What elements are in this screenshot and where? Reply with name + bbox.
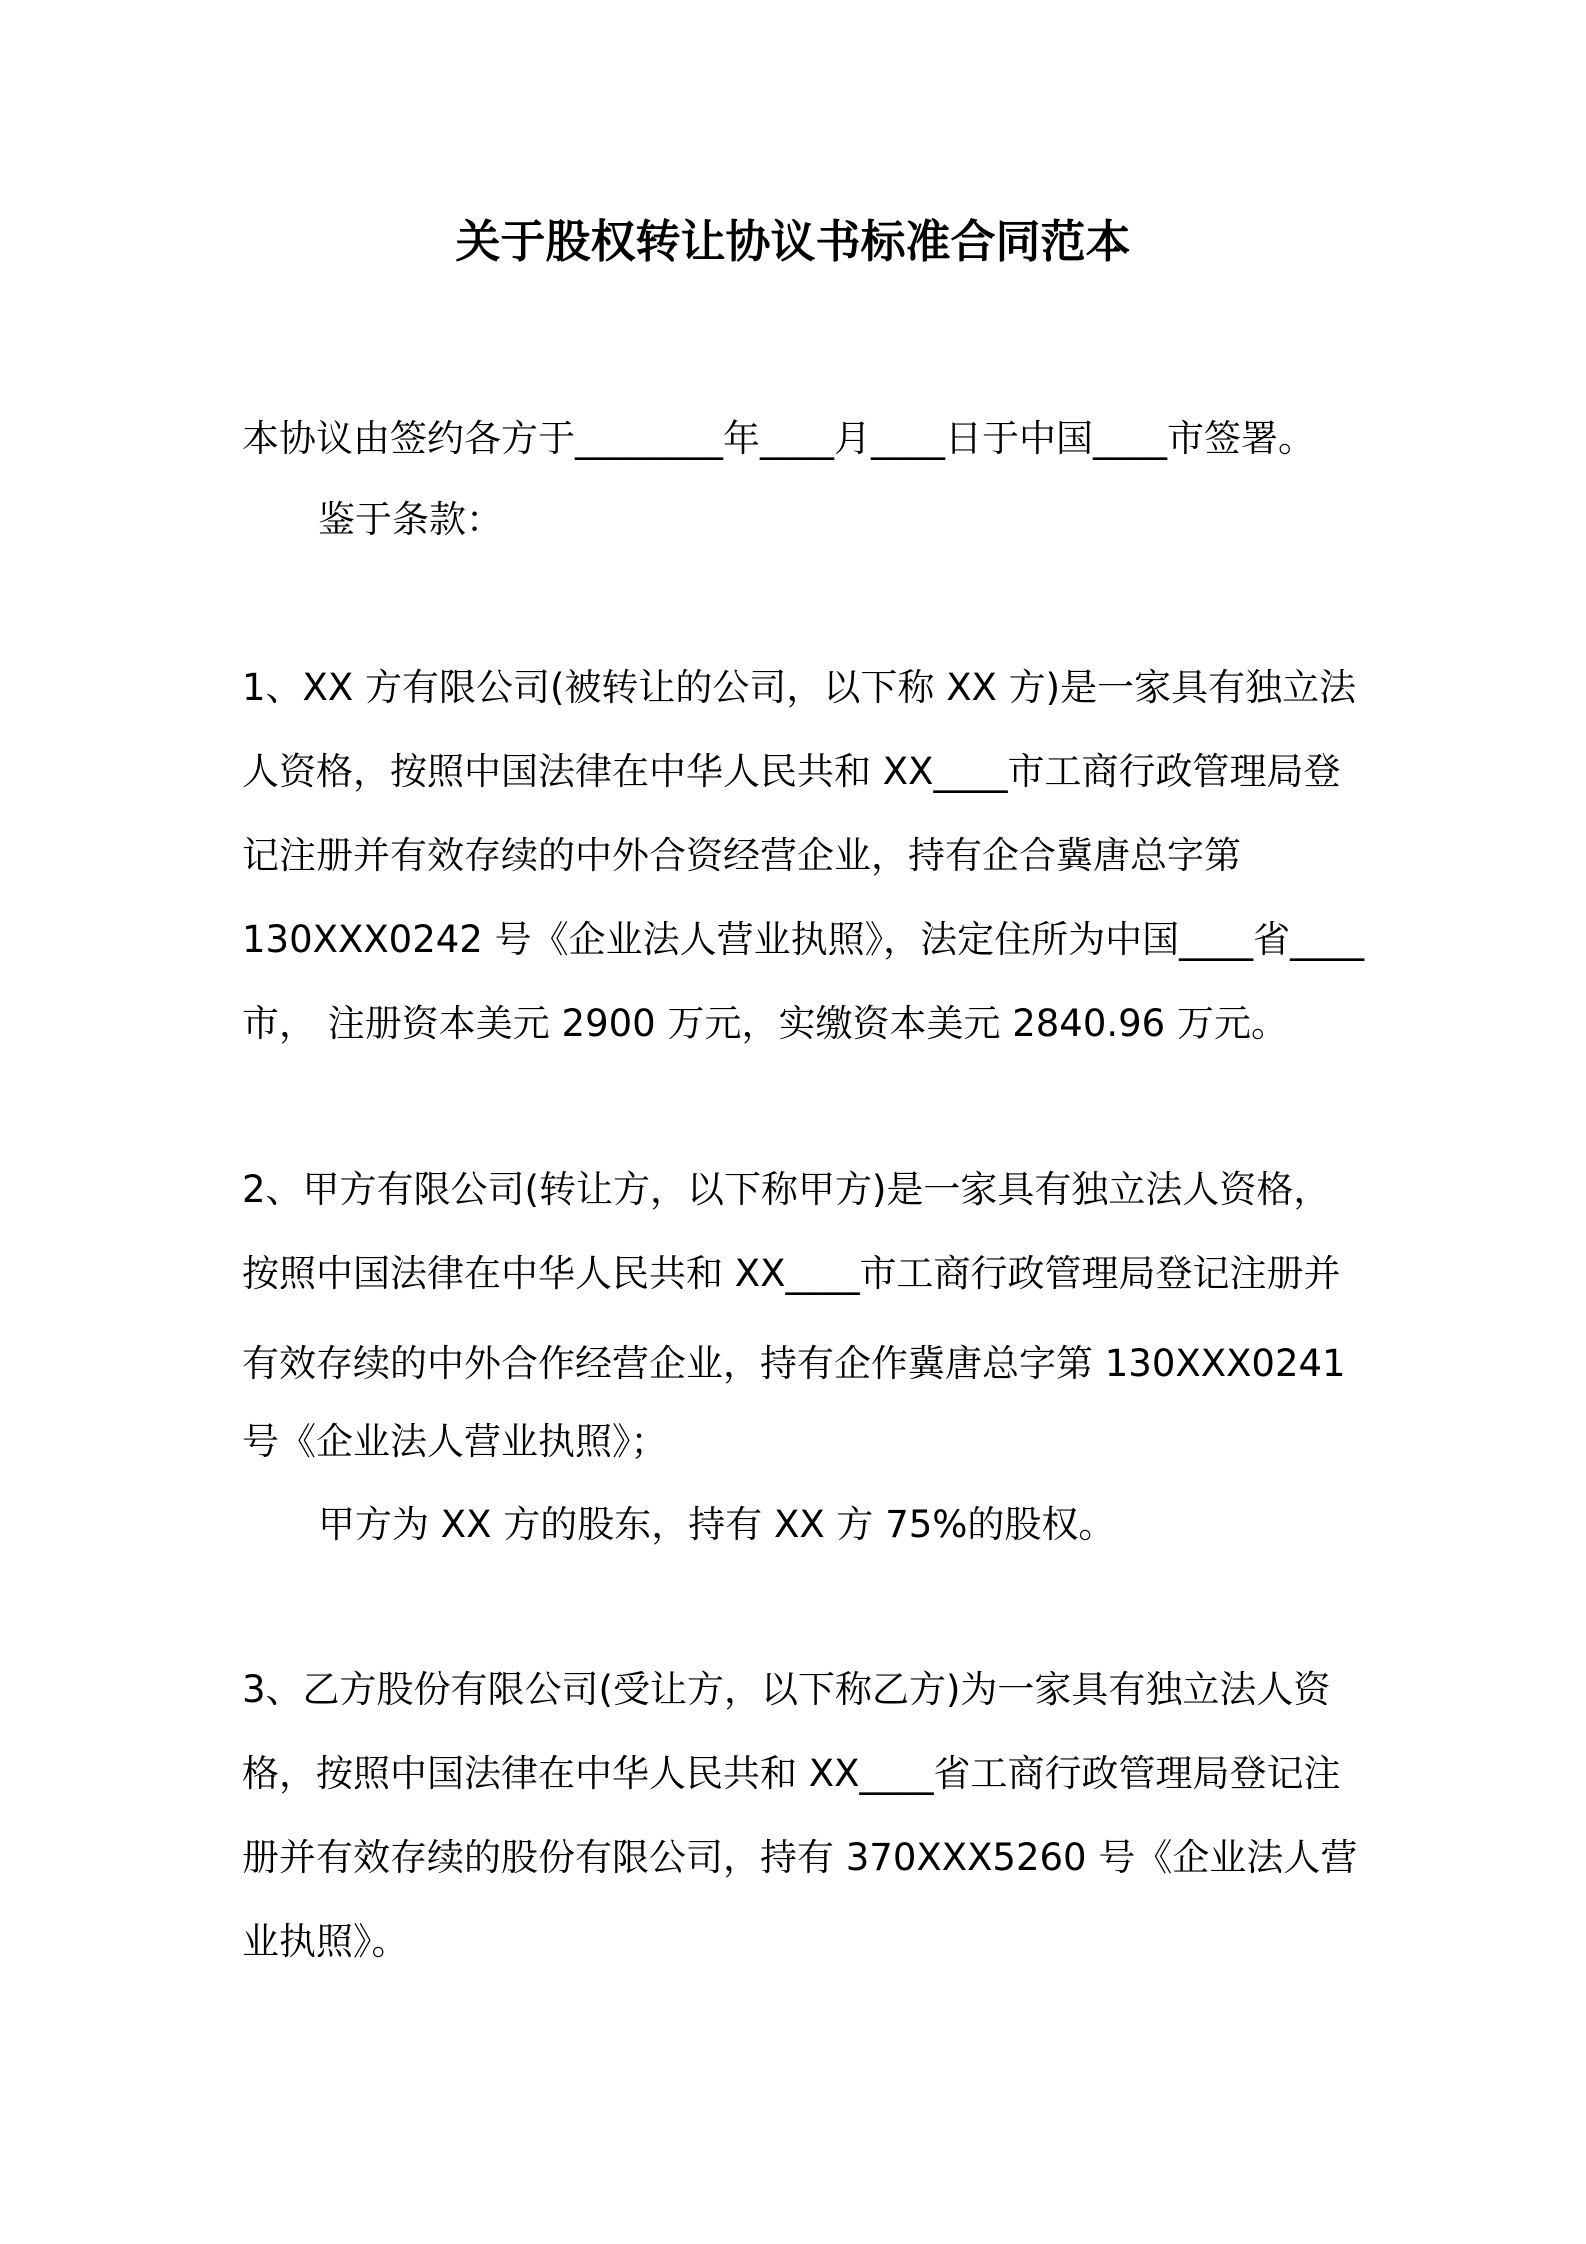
clause3-line-4: 业执照》。: [242, 1920, 409, 1963]
clause3-line-3: 册并有效存续的股份有限公司，持有 370XXX5260 号《企业法人营: [242, 1836, 1358, 1879]
clause3-line-1: 3、乙方股份有限公司(受让方，以下称乙方)为一家具有独立法人资: [242, 1668, 1331, 1711]
clause1-line-5: 市， 注册资本美元 2900 万元，实缴资本美元 2840.96 万元。: [242, 1002, 1288, 1045]
whereas-heading: 鉴于条款：: [318, 498, 503, 541]
document-title: 关于股权转让协议书标准合同范本: [455, 215, 1131, 268]
clause1-line-3: 记注册并有效存续的中外合资经营企业，持有企合冀唐总字第: [242, 834, 1241, 877]
clause2-line-2: 按照中国法律在中华人民共和 XX____市工商行政管理局登记注册并: [242, 1252, 1341, 1295]
clause2-line-3: 有效存续的中外合作经营企业，持有企作冀唐总字第 130XXX0241: [242, 1342, 1346, 1385]
clause2-line-1: 2、甲方有限公司(转让方，以下称甲方)是一家具有独立法人资格，: [242, 1168, 1331, 1211]
clause1-line-1: 1、XX 方有限公司(被转让的公司，以下称 XX 方)是一家具有独立法: [242, 666, 1357, 709]
clause2-note: 甲方为 XX 方的股东，持有 XX 方 75%的股权。: [318, 1503, 1116, 1546]
clause1-line-2: 人资格，按照中国法律在中华人民共和 XX____市工商行政管理局登: [242, 750, 1341, 793]
clause3-line-2: 格，按照中国法律在中华人民共和 XX____省工商行政管理局登记注: [242, 1752, 1341, 1795]
preamble-line: 本协议由签约各方于________年____月____日于中国____市签署。: [242, 417, 1315, 460]
clause2-line-4: 号《企业法人营业执照》；: [242, 1420, 668, 1463]
clause1-line-4: 130XXX0242 号《企业法人营业执照》，法定住所为中国____省____: [242, 918, 1365, 961]
